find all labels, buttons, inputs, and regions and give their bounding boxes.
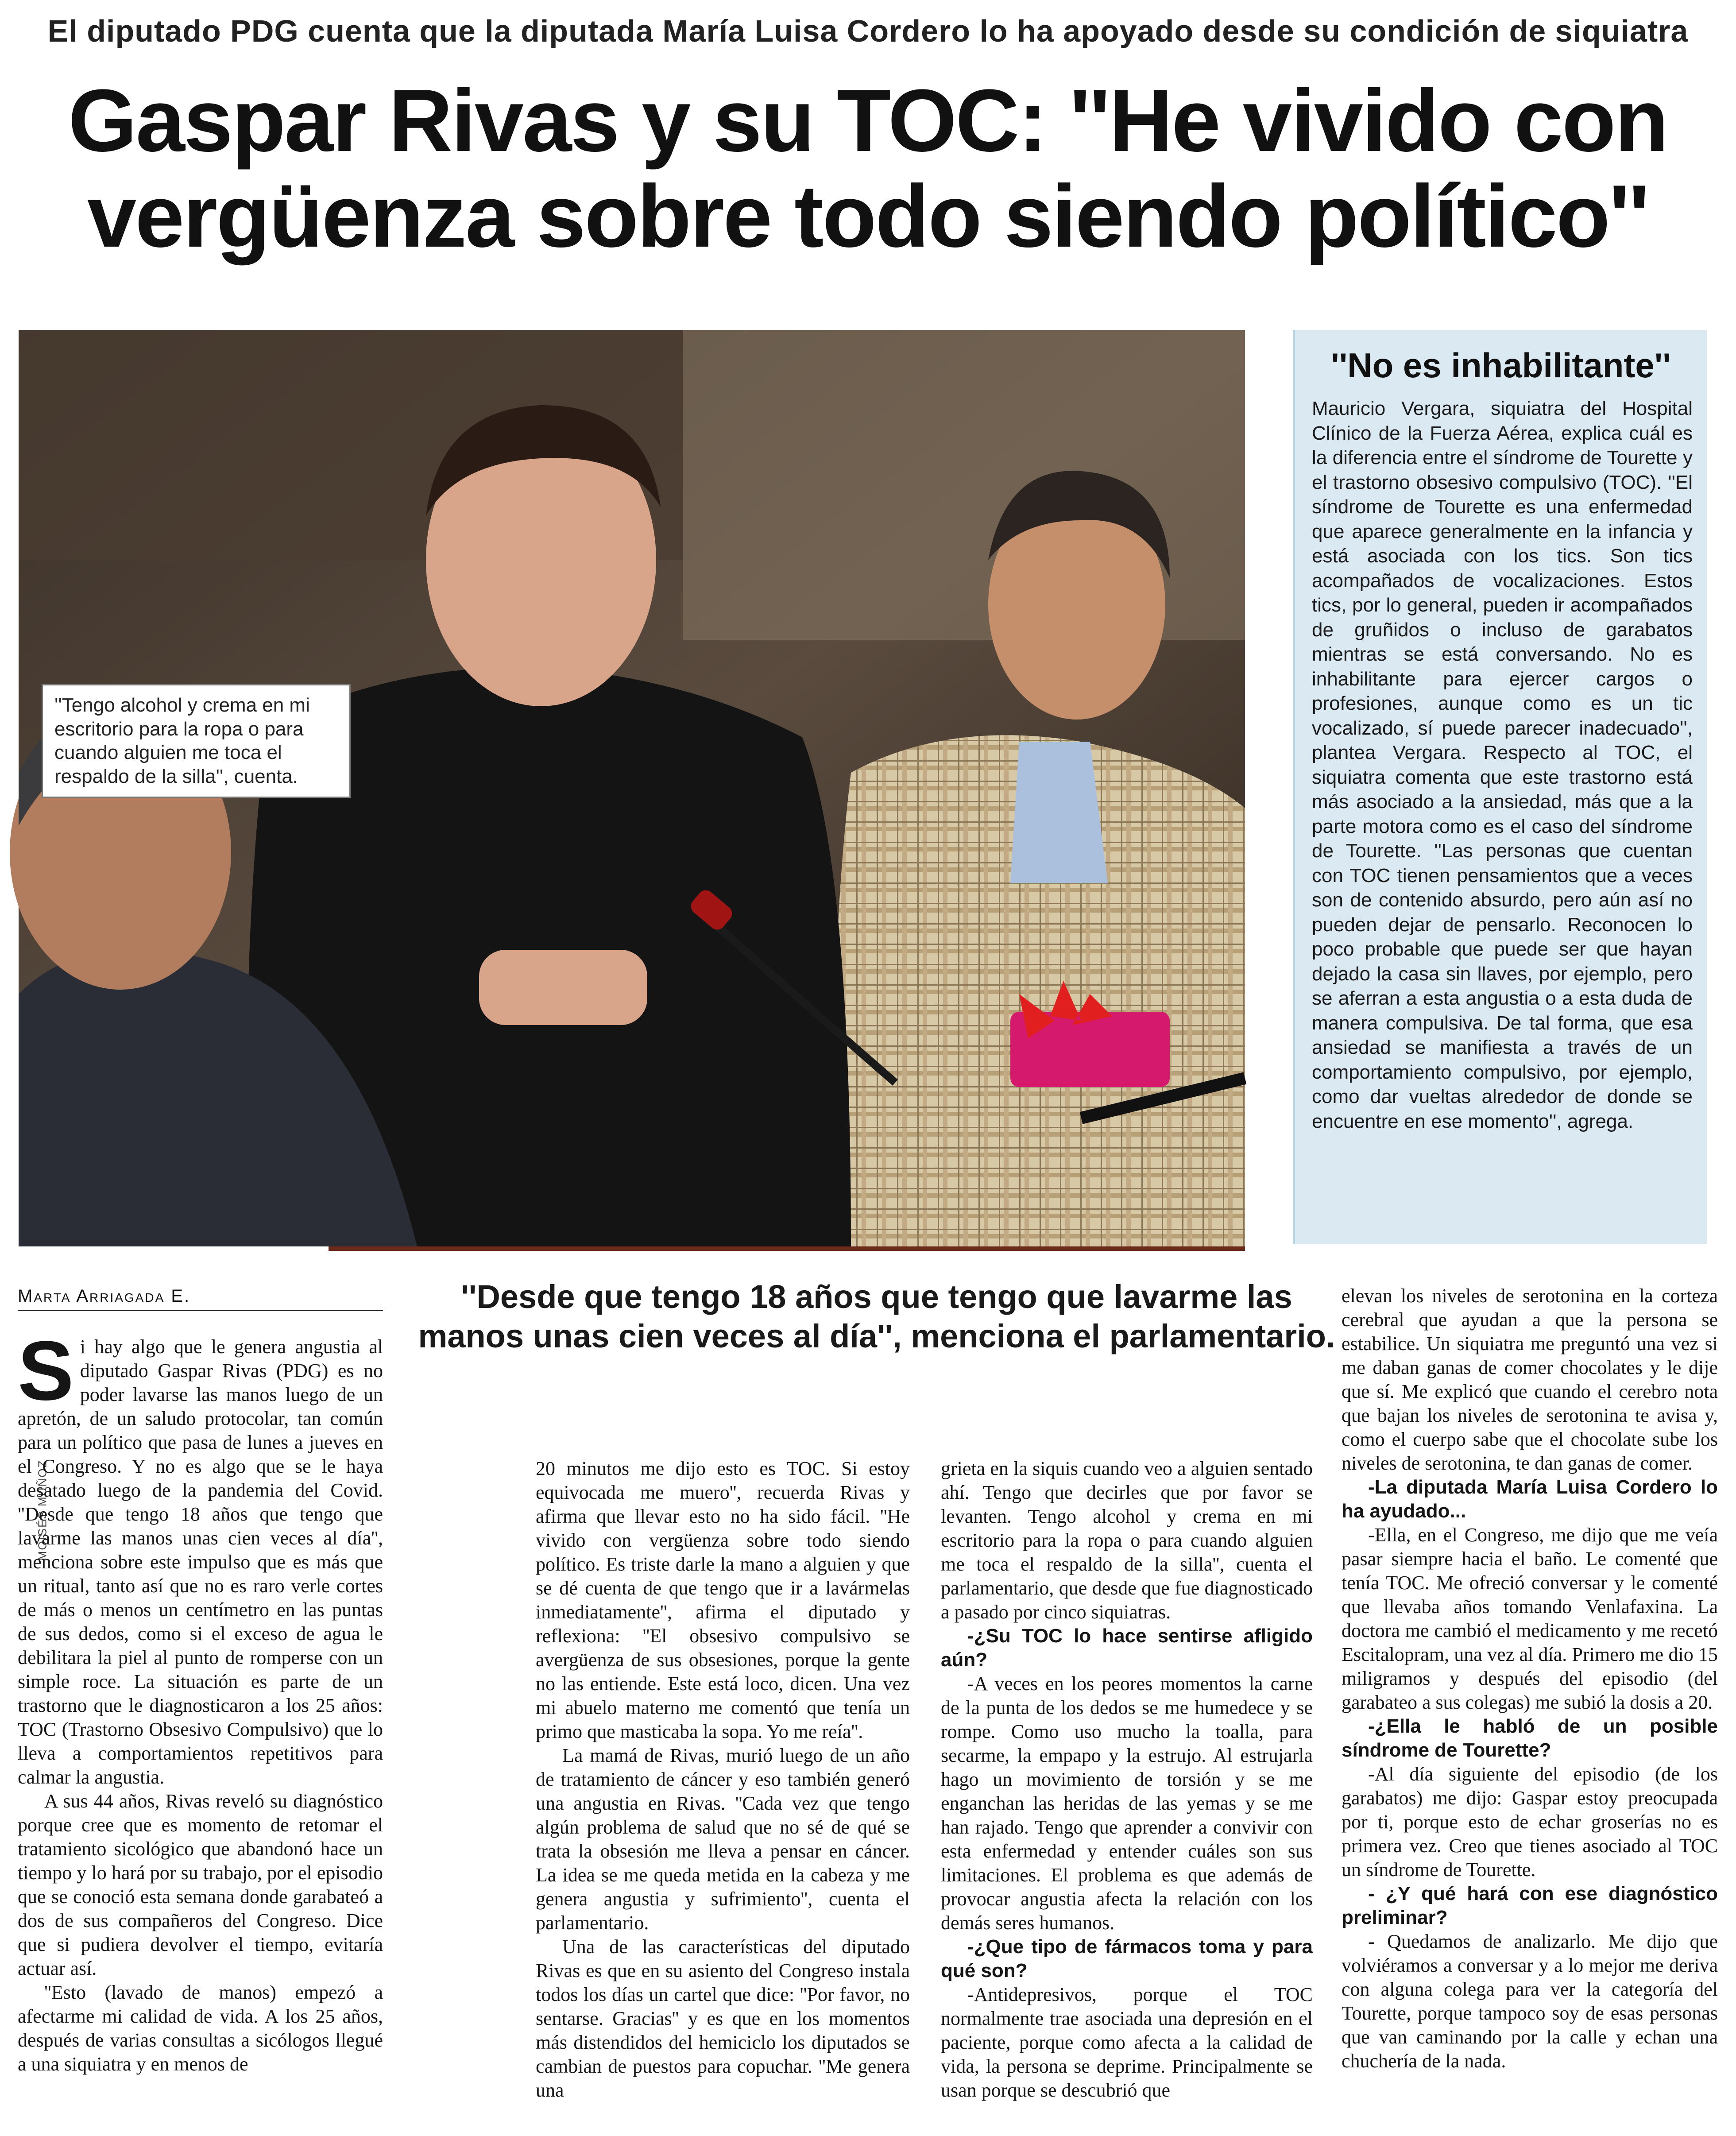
article-paragraph: - Quedamos de analizarlo. Me dijo que volviéramos a conversar y a lo mejor me deriva con alguna colega para ver la categoría del Tourette, porque tampoco soy de esas personas que van caminando por la calle y echan una chuchería de la nada.: [1342, 1931, 1718, 2072]
pull-quote: ''Desde que tengo 18 años que tengo que lavarme las manos unas cien veces al día'', menciona el parlamentario.: [418, 1278, 1335, 1354]
sidebar-box: [1293, 330, 1707, 1244]
headline-line-1: Gaspar Rivas y su TOC: ''He vivido con: [68, 71, 1667, 170]
sidebar-title: ''No es inhabilitante'': [1331, 346, 1671, 385]
article-paragraph: A sus 44 años, Rivas reveló su diagnóstico porque cree que es momento de retomar el tratamiento sicológico que abandonó hace un tiempo y lo hará por su trabajo, por el episodio que se conoció esta semana donde garabateó a dos de sus compañeros del Congreso. Dice que si pudiera devolver el tiempo, evitaría actuar así.: [18, 1790, 383, 1979]
article-column-3: [941, 1457, 1313, 2102]
article-paragraph: -Al día siguiente del episodio (de los garabatos) me dijo: Gaspar estoy preocupada por ti, porque esto de echar groserías no es primera vez. Creo que tienes asociado al TOC un síndrome de Tourette.: [1342, 1763, 1718, 1881]
byline: Marta Arriagada E.: [18, 1286, 383, 1311]
article-paragraph: i hay algo que le genera angustia al diputado Gaspar Rivas (PDG) es no poder lavarse las manos luego de un apretón, de un saludo protocolar, tan común para un político que pasa de lunes a jueves en el Congreso. Y no es algo que se le haya desatado luego de la pandemia del Covid. ''Desde que tengo 18 años que tengo que lavarme las manos unas cien veces al día'', menciona sobre este impulso que es más que un ritual, tanto así que no es raro verle cortes de más o menos un centímetro en las puntas de sus dedos, como si el exceso de agua le debilitara la piel al punto de romperse con un simple roce. La situación es parte de un trastorno que le diagnosticaron a los 25 años: TOC (Trastorno Obsesivo Compulsivo) que lo lleva a comportamientos repetitivos para calmar la angustia.: [18, 1336, 383, 1788]
article-column-1: [18, 1324, 383, 2076]
interview-question: -¿Ella le habló de un posible síndrome de Tourette?: [1342, 1715, 1718, 1761]
article-paragraph: La mamá de Rivas, murió luego de un año de tratamiento de cáncer y eso también generó una angustia en Rivas. ''Cada vez que tengo algún problema de salud que no sé de qué se trata la obsesión me lleva a pensar en cáncer. La idea se me queda metida en la cabeza y me genera angustia y sufrimiento'', cuenta el parlamentario.: [536, 1745, 910, 1934]
photo-caption: ''Tengo alcohol y crema en mi escritorio para la ropa o para cuando alguien me toca el respaldo de la silla'', cuenta.: [42, 684, 351, 798]
drop-cap: S: [18, 1324, 74, 1418]
headline: [66, 73, 1669, 264]
interview-question: -La diputada María Luisa Cordero lo ha ayudado...: [1342, 1476, 1718, 1522]
article-paragraph: -A veces en los peores momentos la carne de la punta de los dedos se me humedece y se rompe. Como uso mucho la toalla, para secarme, la empapo y la estrujo. Al estrujarla hago un movimiento de torsión y se me enganchan las heridas de las yemas y se me han rajado. Tengo que aprender a convivir con esta enfermedad y entender cuáles son sus limitaciones. El problema es que además de provocar angustia afecta la relación con los demás seres humanos.: [941, 1673, 1313, 1934]
article-column-4: [1342, 1284, 1718, 2073]
article-paragraph: elevan los niveles de serotonina en la corteza cerebral que ayudan a que la persona se estabilice. Un siquiatra me preguntó una vez si me daban ganas de comer chocolates y le dije que sí. Me explicó que cuando el cerebro nota que bajan los niveles de serotonina te avisa y, como el cuerpo sabe que el chocolate sube los niveles de serotonina, te dan ganas de comer.: [1342, 1285, 1718, 1474]
article-paragraph: -Ella, en el Congreso, me dijo que me veía pasar siempre hacia el baño. Le comenté que tenía TOC. Me ofreció conversar y le comenté que llevaba años tomando Venlafaxina. La doctora me cambió el medicamento y me recetó Escitalopram, una vez al día. Primero me dio 15 miligramos y después del episodio (del garabateo a sus colegas) me subió la dosis a 20.: [1342, 1524, 1718, 1713]
sidebar-body: Mauricio Vergara, siquiatra del Hospital Clínico de la Fuerza Aérea, explica cuál es la diferencia entre el síndrome de Tourette y el trastorno obsesivo compulsivo (TOC). ''El síndrome de Tourette es una enfermedad que aparece generalmente en la infancia y está asociada con los tics. Son tics acompañados de vocalizaciones. Estos tics, por lo general, pueden ir acompañados de gruñidos o incluso de garabatos mientras se está conversando. No es inhabilitante para ejercer cargos o profesiones, aunque como es un tic vocalizado, sí puede parecer inadecuado'', plantea Vergara. Respecto al TOC, el siquiatra comenta que este trastorno está más asociado a la ansiedad, más que a la parte motora como es el caso del síndrome de Tourette. ''Las personas que cuentan con TOC tienen pensamientos que a veces son de contenido absurdo, pero aún así no pueden dejar de pensarlo. Reconocen lo poco probable que puede ser que hayan dejado la casa sin llaves, por ejemplo, pero se aferran a esta angustia o a esta duda de manera compulsiva. De tal forma, que esa ansiedad se manifiesta a través de un comportamiento compulsivo, por ejemplo, como dar vueltas alrededor de donde se encuentre en ese momento'', agrega.: [1312, 398, 1693, 1132]
interview-question: -¿Que tipo de fármacos toma y para qué son?: [941, 1936, 1313, 1981]
kicker: El diputado PDG cuenta que la diputada María Luisa Cordero lo ha apoyado desde su condición de siquiatra: [47, 14, 1689, 48]
interview-question: - ¿Y qué hará con ese diagnóstico preliminar?: [1342, 1883, 1718, 1928]
article-paragraph: 20 minutos me dijo esto es TOC. Si estoy equivocada me muero'', recuerda Rivas y afirma que llevar esto no ha sido fácil. ''He vivido con vergüenza sobre todo siendo político. Es triste darle la mano a alguien y que se dé cuenta de que tengo que ir a lavármelas inmediatamente'', afirma el diputado y reflexiona: ''El obsesivo compulsivo se avergüenza de sus obsesiones, porque la gente no las entiende. Este está loco, dicen. Una vez mi abuelo materno me comentó que tenía un primo que masticaba la sopa. Yo me reía''.: [536, 1458, 910, 1742]
article-paragraph: ''Esto (lavado de manos) empezó a afectarme mi calidad de vida. A los 25 años, después de varias consultas a sicólogos llegué a una siquiatra y en menos de: [18, 1981, 383, 2075]
headline-line-2: vergüenza sobre todo siendo político'': [87, 167, 1648, 266]
article-paragraph: Una de las características del diputado Rivas es que en su asiento del Congreso instala todos los días un cartel que dice: ''Por favor, no sentarse. Gracias'' y es que en los momentos más distendidos del hemiciclo los diputados se cambian de puestos para copuchar. ''Me genera una: [536, 1936, 910, 2101]
article-paragraph: -Antidepresivos, porque el TOC normalmente trae asociada una depresión en el paciente, porque como afecta a la calidad de vida, la persona se deprime. Principalmente se usan porque se descubrió que: [941, 1984, 1313, 2101]
article-paragraph: grieta en la siquis cuando veo a alguien sentado ahí. Tengo que decirles que por favor se levanten. Tengo alcohol y crema en mi escritorio para la ropa o para cuando alguien me toca el respaldo de la silla'', cuenta el parlamentario, que desde que fue diagnosticado a pasado por cinco siquiatras.: [941, 1458, 1313, 1623]
article-column-2: [536, 1457, 910, 2102]
interview-question: -¿Su TOC lo hace sentirse afligido aún?: [941, 1625, 1313, 1671]
photo-credit: MOISÉS MUÑOZ: [35, 1459, 49, 1561]
